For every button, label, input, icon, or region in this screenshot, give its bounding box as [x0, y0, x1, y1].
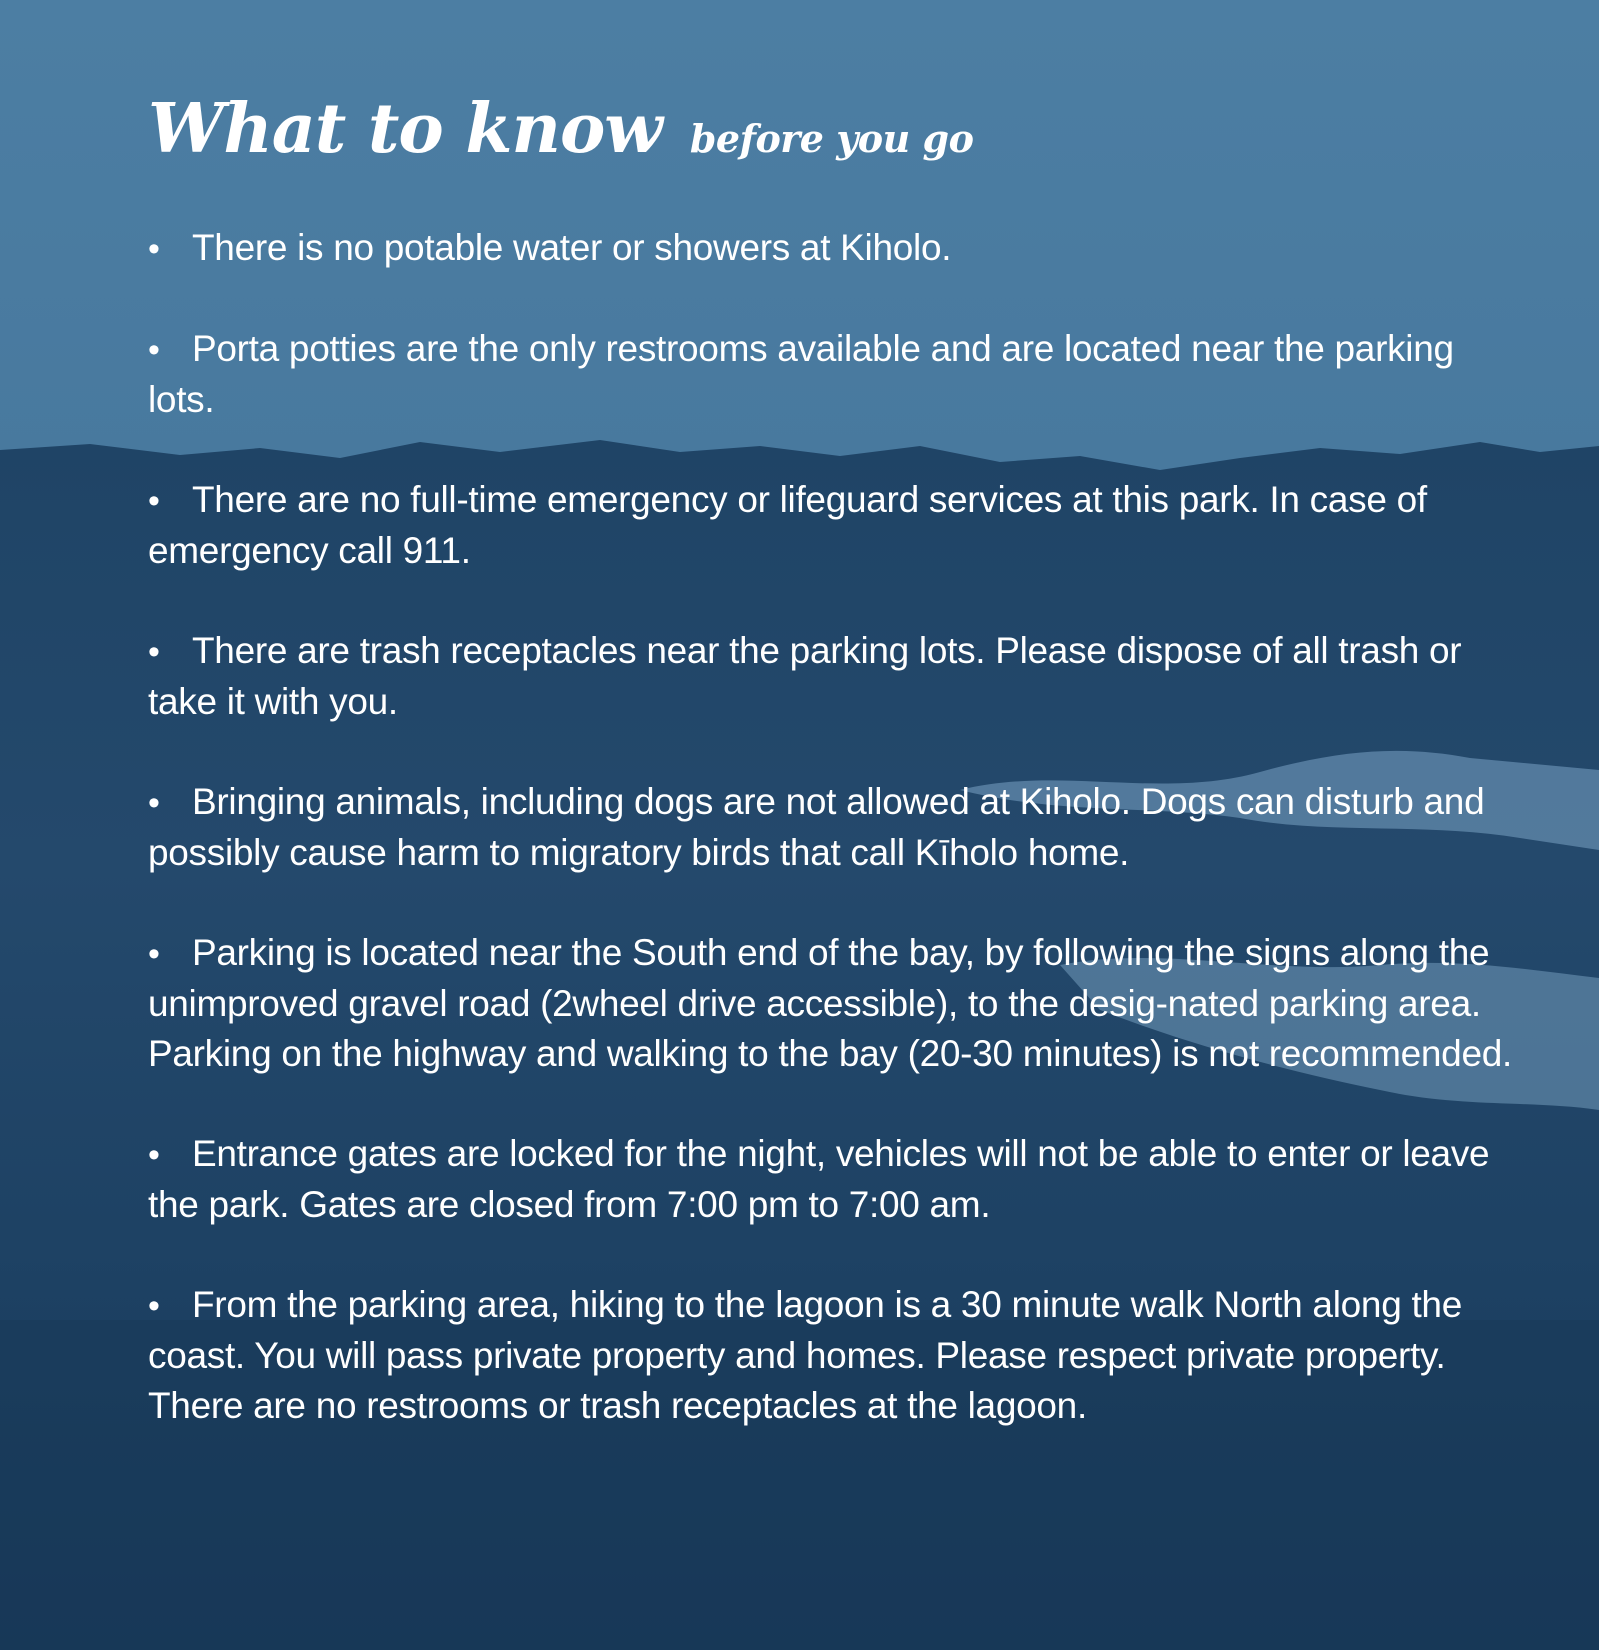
- heading-subtitle: before you go: [689, 116, 974, 161]
- bullet-icon: •: [148, 1287, 160, 1325]
- tip-item: [148, 626, 1528, 727]
- tip-text: Parking is located near the South end of the bay, by following the signs along the unimproved gravel road (2wheel drive accessible), to the desig-nated parking area. Parking on the highway and walking to the bay (20-30 minutes) is not recommended.: [148, 932, 1512, 1074]
- tip-text: Porta potties are the only restrooms available and are located near the parking lots.: [148, 328, 1454, 420]
- tip-item: [148, 324, 1528, 425]
- tip-text: There are trash receptacles near the parking lots. Please dispose of all trash or take it with you.: [148, 630, 1462, 722]
- heading-title: What to know: [148, 89, 662, 169]
- tip-item: [148, 1129, 1528, 1230]
- tip-item: [148, 777, 1528, 878]
- tips-list: [148, 223, 1528, 1431]
- tip-text: Bringing animals, including dogs are not allowed at Kiholo. Dogs can disturb and possibly cause harm to migratory birds that call Kīholo home.: [148, 781, 1485, 873]
- bullet-icon: •: [148, 784, 160, 822]
- bullet-icon: •: [148, 633, 160, 671]
- bullet-icon: •: [148, 482, 160, 520]
- bullet-icon: •: [148, 331, 160, 369]
- bullet-icon: •: [148, 230, 160, 268]
- tip-text: There are no full-time emergency or lifeguard services at this park. In case of emergency call 911.: [148, 479, 1427, 571]
- tip-text: From the parking area, hiking to the lagoon is a 30 minute walk North along the coast. You will pass private property and homes. Please respect private property. There are no restrooms or trash receptacles at the lagoon.: [148, 1284, 1462, 1426]
- tip-text: There is no potable water or showers at Kiholo.: [192, 227, 952, 268]
- info-panel: [148, 89, 1528, 1481]
- tip-item: [148, 475, 1528, 576]
- bullet-icon: •: [148, 935, 160, 973]
- tip-text: Entrance gates are locked for the night, vehicles will not be able to enter or leave the park. Gates are closed from 7:00 pm to 7:00 am.: [148, 1133, 1490, 1225]
- tip-item: [148, 1280, 1528, 1431]
- page-heading: [148, 89, 1528, 169]
- tip-item: [148, 223, 1528, 274]
- tip-item: [148, 928, 1528, 1079]
- bullet-icon: •: [148, 1136, 160, 1174]
